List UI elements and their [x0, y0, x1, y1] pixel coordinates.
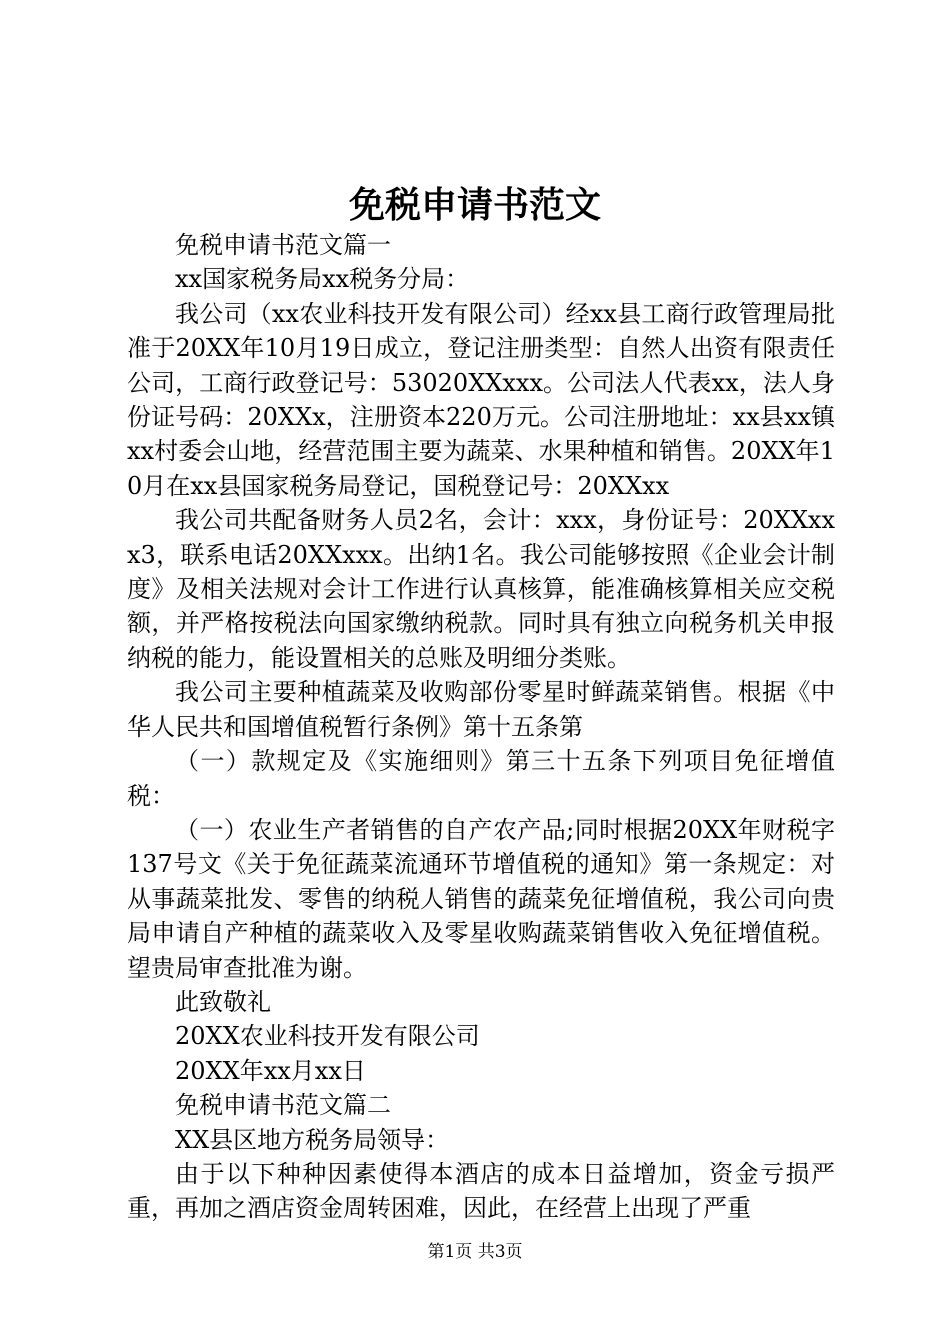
- closing-greeting: 此致敬礼: [175, 987, 271, 1016]
- document-body: [127, 228, 835, 1226]
- paragraph-exemption-request: （一）农业生产者销售的自产农产品;同时根据20XX年财税字137号文《关于免征蔬菜流通环节增值税的通知》第一条规定：对从事蔬菜批发、零售的纳税人销售的蔬菜免征增值税，我公司向贵局申请自产种植的蔬菜收入及零星收购蔬菜销售收入免征增值税。望贵局审查批准为谢。: [127, 815, 835, 982]
- paragraph-hotel-situation: 由于以下种种因素使得本酒店的成本日益增加，资金亏损严重，再加之酒店资金周转困难，因此，在经营上出现了严重: [127, 1159, 835, 1223]
- paragraph-business-basis: 我公司主要种植蔬菜及收购部份零星时鲜蔬菜销售。根据《中华人民共和国增值税暂行条例》第十五条第: [127, 678, 835, 741]
- paragraph-regulation-clause: （一）款规定及《实施细则》第三十五条下列项目免征增值税：: [127, 747, 835, 810]
- paragraph-finance-staff: 我公司共配备财务人员2名，会计：xxx，身份证号：20XXxxx3，联系电话20XXxxx。出纳1名。我公司能够按照《企业会计制度》及相关法规对会计工作进行认真核算，能准确核算相关应交税额，并严格按税法向国家缴纳税款。同时具有独立向税务机关申报纳税的能力，能设置相关的总账及明细分类账。: [127, 506, 835, 672]
- signature-company: 20XX农业科技开发有限公司: [175, 1022, 480, 1051]
- section-heading-one: 免税申请书范文篇一: [175, 231, 391, 259]
- salutation-one: xx国家税务局xx税务分局：: [175, 265, 470, 294]
- page-footer: 第1页 共3页: [427, 1242, 523, 1262]
- signature-date: 20XX年xx月xx日: [175, 1056, 366, 1085]
- paragraph-company-info: 我公司（xx农业科技开发有限公司）经xx县工商行政管理局批准于20XX年10月19日成立，登记注册类型：自然人出资有限责任公司，工商行政登记号：53020XXxxx。公司法人代表xx，法人身份证号码：20XXx，注册资本220万元。公司注册地址：xx县xx镇xx村委会山地，经营范围主要为蔬菜、水果种植和销售。20XX年10月在xx县国家税务局登记，国税登记号：20XXxx: [127, 299, 835, 500]
- document-title: 免税申请书范文: [348, 185, 601, 226]
- salutation-two: XX县区地方税务局领导：: [175, 1125, 450, 1154]
- section-heading-two: 免税申请书范文篇二: [175, 1091, 391, 1120]
